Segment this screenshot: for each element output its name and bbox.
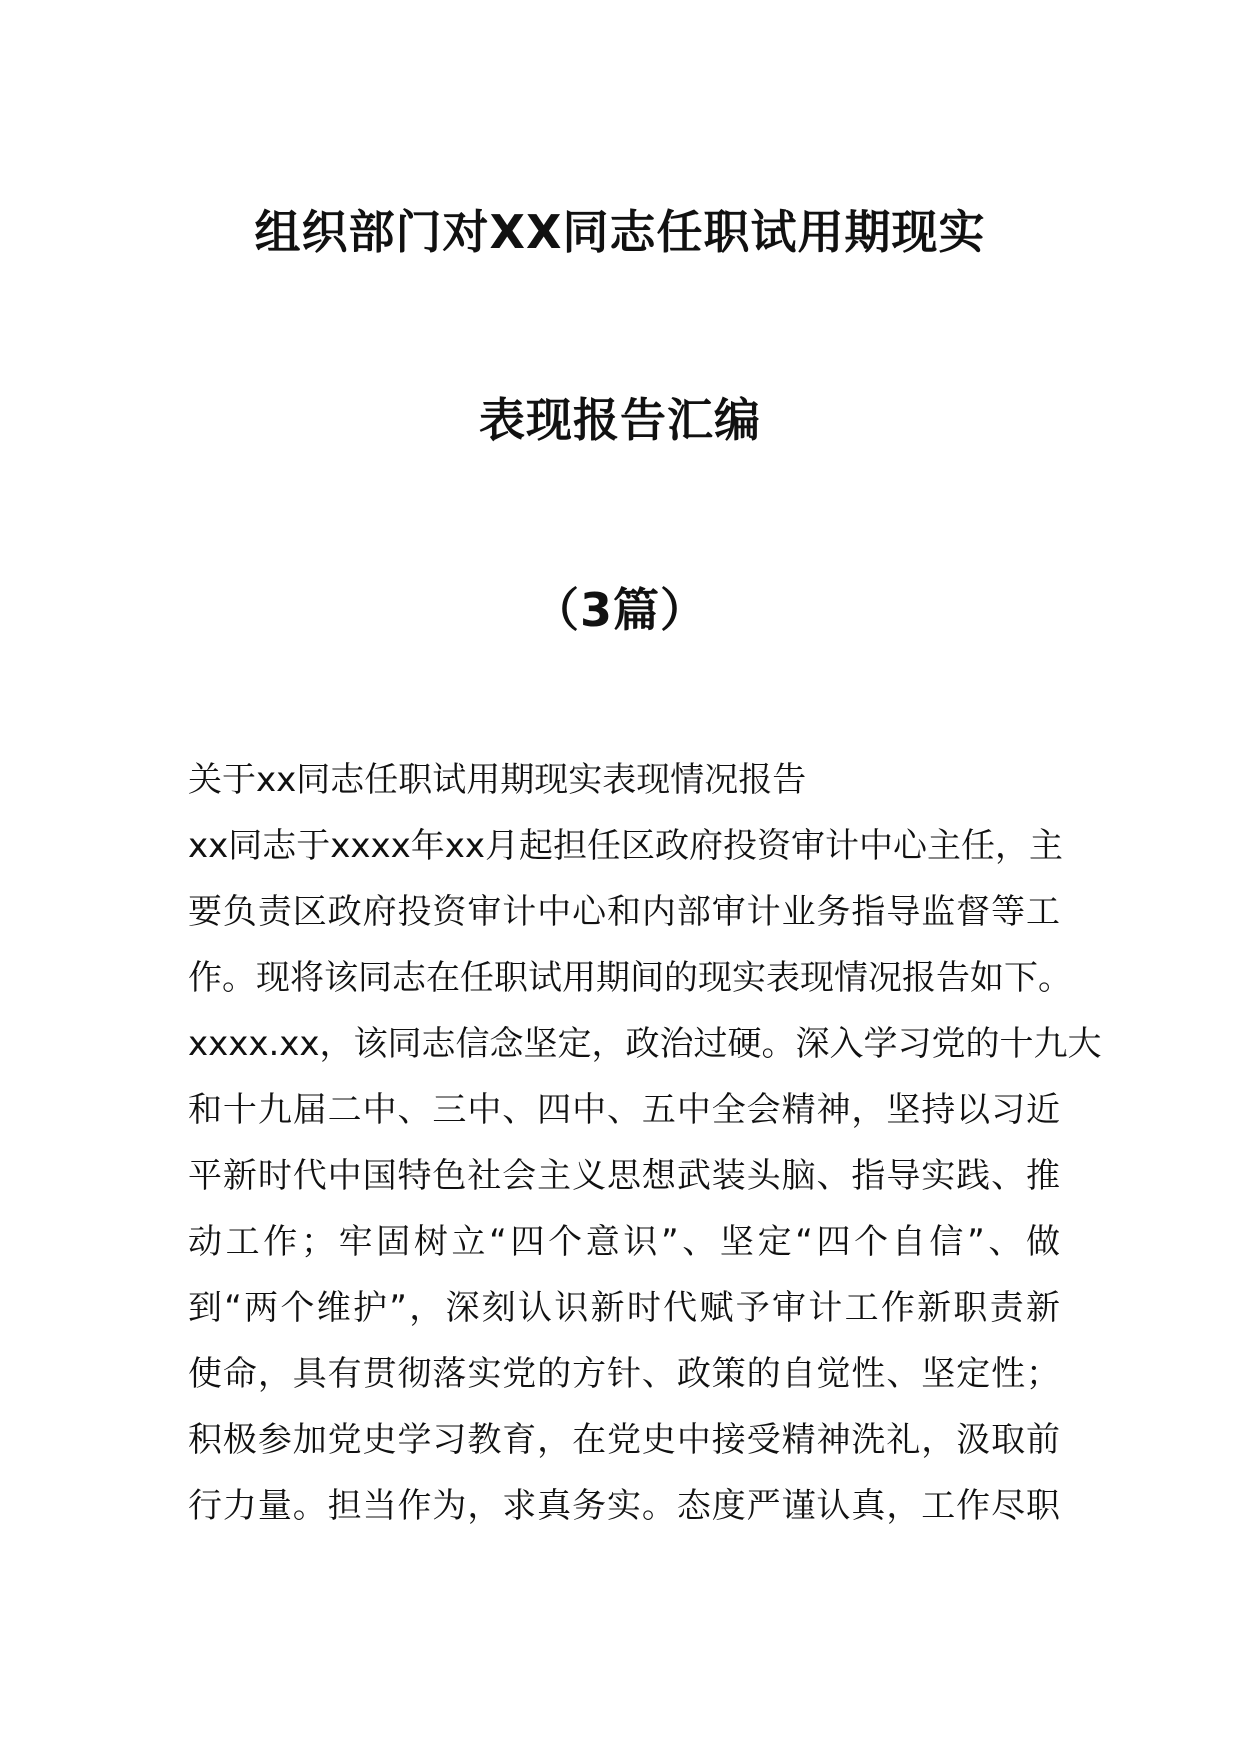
body-line-4: xxxx.xx，该同志信念坚定，政治过硬。深入学习党的十九大 bbox=[188, 1024, 1102, 1064]
body-heading: 关于xx同志任职试用期现实表现情况报告 bbox=[188, 760, 807, 800]
body-line-11: 行力量。担当作为，求真务实。态度严谨认真，工作尽职 bbox=[188, 1486, 1060, 1526]
document-title-line-2: 表现报告汇编 bbox=[479, 393, 761, 447]
document-title-line-1: 组织部门对XX同志任职试用期现实 bbox=[254, 205, 986, 259]
document-subtitle: （3篇） bbox=[532, 583, 707, 637]
body-line-9: 使命，具有贯彻落实党的方针、政策的自觉性、坚定性； bbox=[188, 1354, 1060, 1394]
body-line-7: 动工作；牢固树立“四个意识”、坚定“四个自信”、做 bbox=[188, 1222, 1060, 1262]
body-line-3: 作。现将该同志在任职试用期间的现实表现情况报告如下。 bbox=[188, 958, 1072, 998]
body-line-5: 和十九届二中、三中、四中、五中全会精神，坚持以习近 bbox=[188, 1090, 1060, 1130]
body-line-8: 到“两个维护”，深刻认识新时代赋予审计工作新职责新 bbox=[188, 1288, 1060, 1328]
body-line-10: 积极参加党史学习教育，在党史中接受精神洗礼，汲取前 bbox=[188, 1420, 1060, 1460]
body-line-6: 平新时代中国特色社会主义思想武装头脑、指导实践、推 bbox=[188, 1156, 1060, 1196]
body-line-2: 要负责区政府投资审计中心和内部审计业务指导监督等工 bbox=[188, 892, 1060, 932]
body-line-1: xx同志于xxxx年xx月起担任区政府投资审计中心主任，主 bbox=[188, 826, 1063, 866]
